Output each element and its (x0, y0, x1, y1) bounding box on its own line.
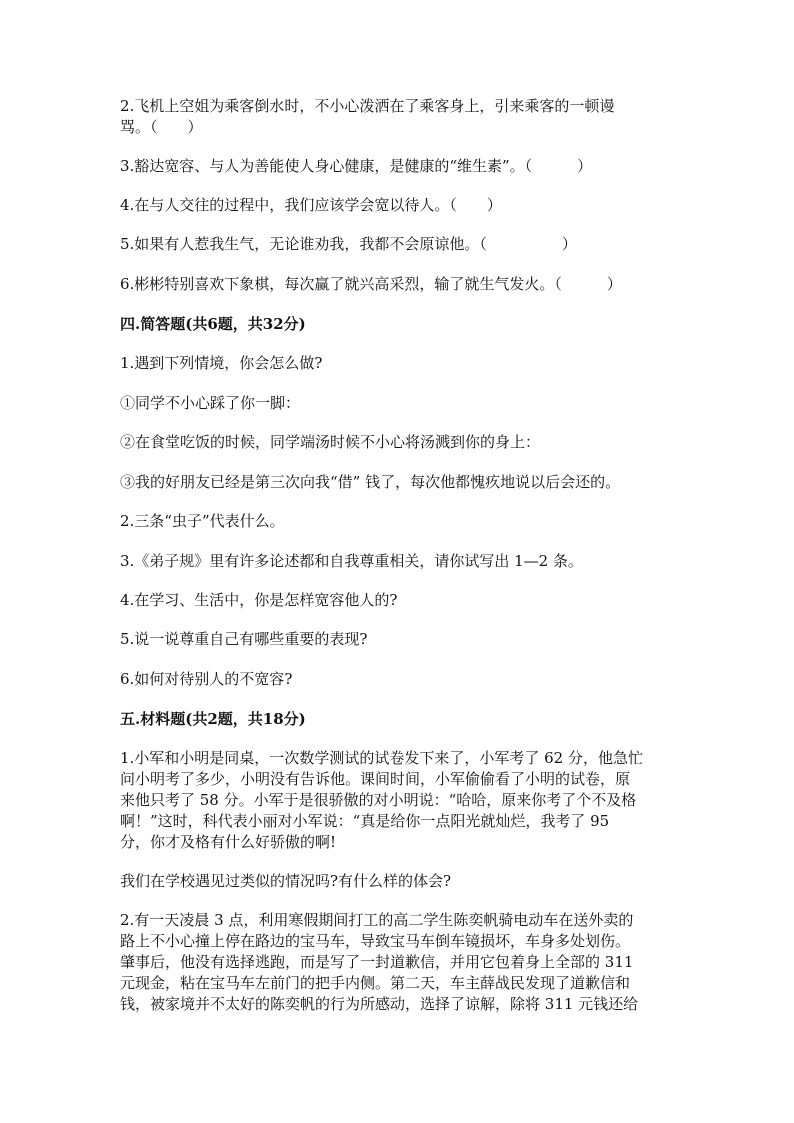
short-answer-6: 6.如何对待别人的不宽容? (120, 670, 293, 688)
material-1-question: 我们在学校遇见过类似的情况吗?有什么样的体会? (120, 872, 452, 890)
material-2-line-5: 钱，被家境并不太好的陈奕帆的行为所感动，选择了谅解，除将 311 元钱还给 (120, 995, 639, 1013)
material-1-line-1: 1.小军和小明是同桌，一次数学测试的试卷发下来了，小军考了 62 分，他急忙 (120, 749, 643, 767)
material-2-line-4: 元现金，粘在宝马车左前门的把手内侧。第二天，车主薛战民发现了道歉信和 (120, 974, 631, 992)
material-1-line-5: 分，你才及格有什么好骄傲的啊! (120, 833, 337, 851)
material-1-line-2: 问小明考了多少，小明没有告诉他。课间时间，小军偷偷看了小明的试卷，原 (120, 770, 631, 788)
material-2-line-3: 肇事后，他没有选择逃跑，而是写了一封道歉信，并用它包着身上全部的 311 (120, 953, 634, 971)
section-4-heading: 四.简答题(共6题，共32分) (120, 315, 306, 333)
question-5: 5.如果有人惹我生气，无论谁劝我，我都不会原谅他。（ ） (120, 235, 577, 253)
material-1-line-4: 啊！”这时，科代表小丽对小军说：“真是给你一点阳光就灿烂，我考了 95 (120, 812, 610, 830)
short-answer-1-item-2: ②在食堂吃饭的时候，同学端汤时候不小心将汤溅到你的身上： (120, 433, 541, 451)
material-1-line-3: 来他只考了 58 分。小军于是很骄傲的对小明说：“哈哈，原来你考了个不及格 (120, 791, 637, 809)
question-3: 3.豁达宽容、与人为善能使人身心健康，是健康的“维生素”。（ ） (120, 157, 593, 175)
short-answer-1-item-3: ③我的好朋友已经是第三次向我“借” 钱了，每次他都愧疚地说以后会还的。 (120, 473, 621, 491)
short-answer-3: 3.《弟子规》里有许多论述都和自我尊重相关，请你试写出 1—2 条。 (120, 552, 583, 570)
section-5-heading: 五.材料题(共2题，共18分) (120, 710, 306, 728)
question-2-line-2: 骂。（ ） (120, 118, 203, 136)
short-answer-1: 1.遇到下列情境，你会怎么做? (120, 354, 323, 372)
question-6: 6.彬彬特别喜欢下象棋，每次赢了就兴高采烈，输了就生气发火。（ ） (120, 275, 622, 293)
material-2-line-2: 路上不小心撞上停在路边的宝马车，导致宝马车倒车镜损坏，车身多处划伤。 (120, 932, 631, 950)
short-answer-2: 2.三条“虫子”代表什么。 (120, 512, 285, 530)
material-2-line-1: 2.有一天凌晨 3 点，利用寒假期间打工的高二学生陈奕帆骑电动车在送外卖的 (120, 911, 634, 929)
question-2-line-1: 2.飞机上空姐为乘客倒水时，不小心泼洒在了乘客身上，引来乘客的一顿谩 (120, 97, 615, 115)
short-answer-4: 4.在学习、生活中，你是怎样宽容他人的? (120, 591, 398, 609)
short-answer-5: 5.说一说尊重自己有哪些重要的表现? (120, 630, 368, 648)
question-4: 4.在与人交往的过程中，我们应该学会宽以待人。（ ） (120, 196, 502, 214)
short-answer-1-item-1: ①同学不小心踩了你一脚： (120, 394, 301, 412)
